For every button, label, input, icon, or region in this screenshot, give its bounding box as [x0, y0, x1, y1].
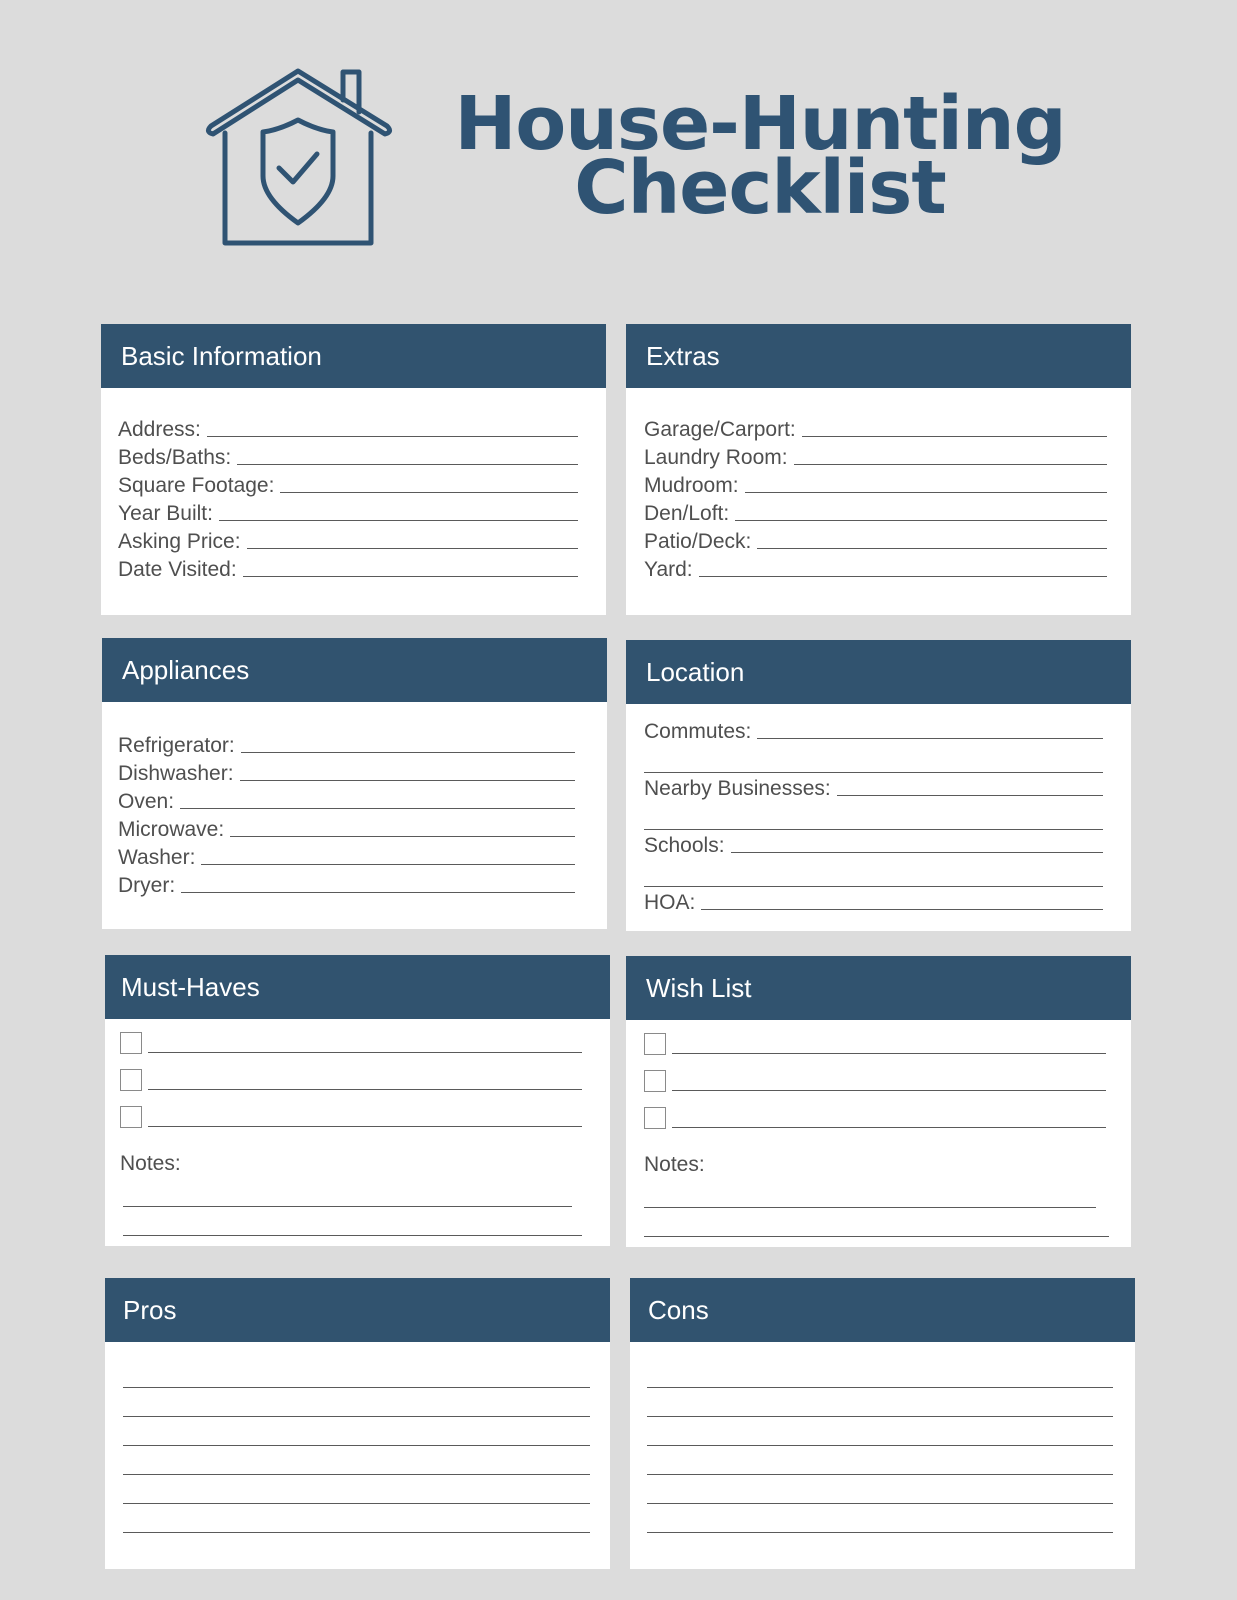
field-line[interactable]: [181, 892, 575, 893]
item-line[interactable]: [672, 1127, 1106, 1128]
oven-field[interactable]: [118, 786, 575, 814]
pros-line[interactable]: [123, 1388, 590, 1417]
page-title-line-2: Checklist: [574, 145, 946, 231]
house-shield-check-icon: [203, 68, 395, 253]
must-have-item[interactable]: [120, 1093, 582, 1130]
field-line[interactable]: [243, 576, 578, 577]
pros-line[interactable]: [123, 1475, 590, 1504]
cons-line[interactable]: [647, 1475, 1113, 1504]
mudroom-field[interactable]: [644, 470, 1107, 498]
checkbox-icon[interactable]: [120, 1106, 142, 1128]
field-line[interactable]: [802, 436, 1107, 437]
field-label: Schools:: [644, 834, 725, 857]
field-line[interactable]: [280, 492, 578, 493]
cons-line[interactable]: [647, 1417, 1113, 1446]
pros-line[interactable]: [123, 1446, 590, 1475]
address-field[interactable]: [118, 414, 578, 442]
field-label: Refrigerator:: [118, 734, 235, 757]
field-line[interactable]: [757, 548, 1107, 549]
den-loft-field[interactable]: [644, 498, 1107, 526]
must-haves-card: [105, 955, 610, 1246]
field-label: Yard:: [644, 558, 693, 581]
field-line[interactable]: [735, 520, 1107, 521]
field-label: Asking Price:: [118, 530, 241, 553]
appliances-heading: Appliances: [102, 638, 607, 702]
laundry-room-field[interactable]: [644, 442, 1107, 470]
cons-line[interactable]: [647, 1504, 1113, 1533]
year-built-field[interactable]: [118, 498, 578, 526]
pros-line[interactable]: [123, 1504, 590, 1533]
must-have-item[interactable]: [120, 1056, 582, 1093]
cons-line[interactable]: [647, 1446, 1113, 1475]
field-label: Patio/Deck:: [644, 530, 752, 553]
field-label: Washer:: [118, 846, 196, 869]
yard-field[interactable]: [644, 554, 1107, 582]
notes-line[interactable]: [123, 1207, 582, 1236]
field-label: Garage/Carport:: [644, 418, 796, 441]
basic-information-card: [101, 324, 606, 615]
field-label: Beds/Baths:: [118, 446, 232, 469]
cons-heading: Cons: [630, 1278, 1135, 1342]
washer-field[interactable]: [118, 842, 575, 870]
checkbox-icon[interactable]: [120, 1032, 142, 1054]
field-line[interactable]: [237, 464, 578, 465]
field-line[interactable]: [837, 795, 1103, 796]
pros-card: [105, 1278, 610, 1569]
field-line[interactable]: [201, 864, 575, 865]
basic-information-heading: Basic Information: [101, 324, 606, 388]
cons-line[interactable]: [647, 1359, 1113, 1388]
field-line[interactable]: [731, 852, 1103, 853]
page-title: [440, 81, 1080, 231]
checkbox-icon[interactable]: [644, 1033, 666, 1055]
location-card: [626, 640, 1131, 931]
wish-list-item[interactable]: [644, 1020, 1106, 1057]
item-line[interactable]: [672, 1053, 1106, 1054]
field-label: Date Visited:: [118, 558, 237, 581]
schools-continuation-line[interactable]: [644, 858, 1103, 887]
field-line[interactable]: [701, 909, 1103, 910]
field-label: Microwave:: [118, 818, 225, 841]
field-label: Den/Loft:: [644, 502, 730, 525]
field-line[interactable]: [794, 464, 1107, 465]
field-label: Year Built:: [118, 502, 213, 525]
field-label: Commutes:: [644, 720, 752, 743]
refrigerator-field[interactable]: [118, 730, 575, 758]
field-label: HOA:: [644, 891, 696, 914]
schools-field[interactable]: [644, 830, 1103, 858]
field-label: Square Footage:: [118, 474, 275, 497]
field-label: Mudroom:: [644, 474, 739, 497]
notes-label: Notes:: [120, 1152, 181, 1175]
dishwasher-field[interactable]: [118, 758, 575, 786]
field-label: Dryer:: [118, 874, 176, 897]
field-line[interactable]: [230, 836, 575, 837]
field-line[interactable]: [247, 548, 578, 549]
cons-card: [630, 1278, 1135, 1569]
notes-line[interactable]: [123, 1178, 572, 1207]
checkbox-icon[interactable]: [120, 1069, 142, 1091]
hoa-field[interactable]: [644, 887, 1103, 915]
field-line[interactable]: [180, 808, 575, 809]
item-line[interactable]: [672, 1090, 1106, 1091]
must-have-item[interactable]: [120, 1019, 582, 1056]
patio-deck-field[interactable]: [644, 526, 1107, 554]
wish-list-item[interactable]: [644, 1057, 1106, 1094]
field-line[interactable]: [207, 436, 578, 437]
field-line[interactable]: [240, 780, 575, 781]
item-line[interactable]: [148, 1089, 582, 1090]
field-label: Address:: [118, 418, 201, 441]
notes-label: Notes:: [644, 1153, 705, 1176]
field-label: Nearby Businesses:: [644, 777, 831, 800]
commutes-field[interactable]: [644, 716, 1103, 744]
wish-list-card: [626, 956, 1131, 1247]
notes-line[interactable]: [644, 1208, 1109, 1237]
dryer-field[interactable]: [118, 870, 575, 898]
page-header: [0, 0, 1237, 280]
appliances-card: [102, 638, 607, 929]
pros-line[interactable]: [123, 1417, 590, 1446]
wish-list-heading: Wish List: [626, 956, 1131, 1020]
checkbox-icon[interactable]: [644, 1070, 666, 1092]
field-line[interactable]: [745, 492, 1107, 493]
must-haves-heading: Must-Haves: [105, 955, 610, 1019]
cons-line[interactable]: [647, 1388, 1113, 1417]
beds-baths-field[interactable]: [118, 442, 578, 470]
page-title-line-1: House-Hunting: [454, 81, 1066, 167]
field-line[interactable]: [699, 576, 1107, 577]
date-visited-field[interactable]: [118, 554, 578, 582]
extras-heading: Extras: [626, 324, 1131, 388]
field-label: Laundry Room:: [644, 446, 788, 469]
checkbox-icon[interactable]: [644, 1107, 666, 1129]
wish-list-item[interactable]: [644, 1094, 1106, 1131]
field-line[interactable]: [219, 520, 578, 521]
pros-heading: Pros: [105, 1278, 610, 1342]
item-line[interactable]: [148, 1052, 582, 1053]
square-footage-field[interactable]: [118, 470, 578, 498]
nearby-businesses-field[interactable]: [644, 773, 1103, 801]
extras-card: [626, 324, 1131, 615]
location-heading: Location: [626, 640, 1131, 704]
nearby-businesses-continuation-line[interactable]: [644, 801, 1103, 830]
field-label: Dishwasher:: [118, 762, 234, 785]
commutes-continuation-line[interactable]: [644, 744, 1103, 773]
field-label: Oven:: [118, 790, 175, 813]
field-line[interactable]: [757, 738, 1103, 739]
item-line[interactable]: [148, 1126, 582, 1127]
microwave-field[interactable]: [118, 814, 575, 842]
field-line[interactable]: [241, 752, 575, 753]
asking-price-field[interactable]: [118, 526, 578, 554]
notes-line[interactable]: [644, 1179, 1096, 1208]
pros-line[interactable]: [123, 1359, 590, 1388]
garage-carport-field[interactable]: [644, 414, 1107, 442]
